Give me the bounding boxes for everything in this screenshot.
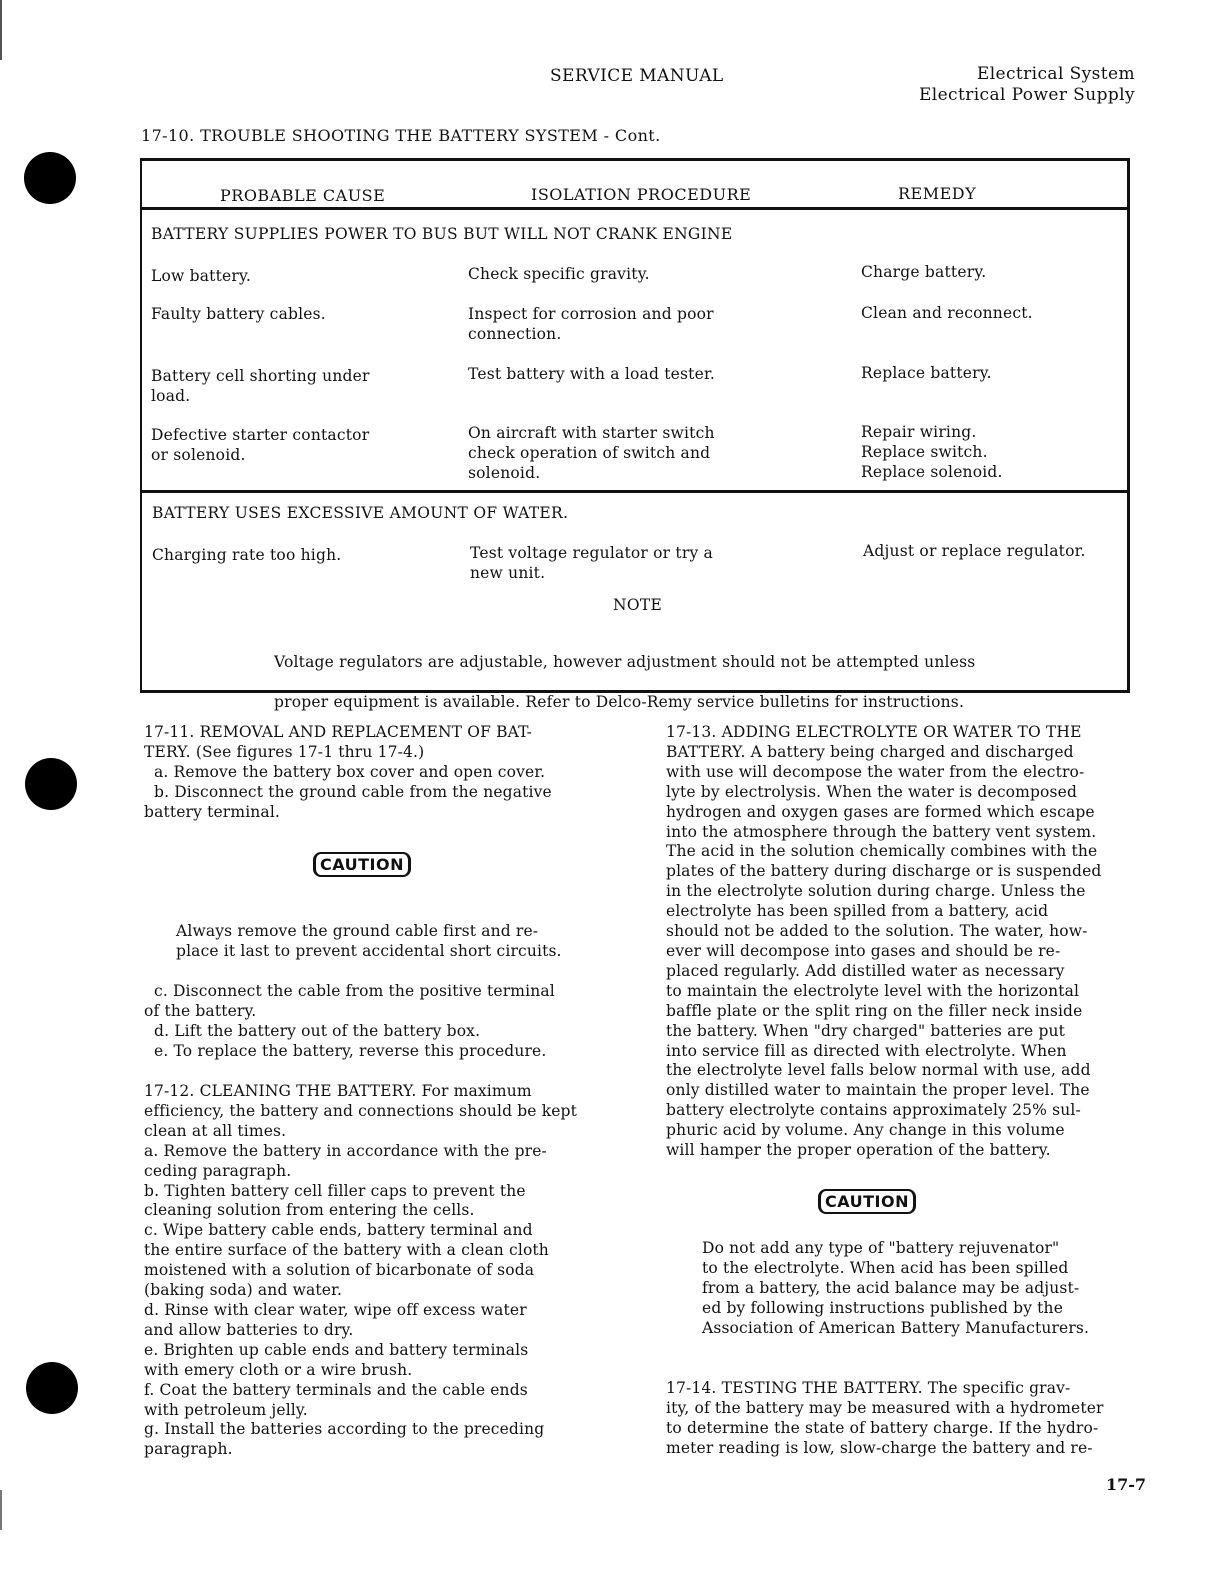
text-line: with use will decompose the water from the electro- (666, 762, 1085, 781)
text-line: hydrogen and oxygen gases are formed which escape (666, 802, 1095, 821)
cell-procedure: Check specific gravity. (468, 265, 650, 283)
text-line: ceding paragraph. (144, 1161, 292, 1180)
caution-line: ed by following instructions published by the (702, 1298, 1064, 1317)
table-header-procedure: ISOLATION PROCEDURE (531, 185, 752, 204)
group-title-water: BATTERY USES EXCESSIVE AMOUNT OF WATER. (152, 504, 569, 522)
cell-cause: Charging rate too high. (152, 546, 342, 564)
text-line: a. Remove the battery in accordance with the pre- (144, 1141, 547, 1160)
caution-text-1 (176, 922, 616, 962)
text-line: e. Brighten up cable ends and battery terminals (144, 1340, 529, 1359)
section-17-11-heading: TERY. (See figures 17-1 thru 17-4.) (144, 742, 425, 761)
step-c-cont: of the battery. (144, 1001, 257, 1020)
note-text (274, 632, 975, 732)
text-line: with emery cloth or a wire brush. (144, 1360, 413, 1379)
text-line: should not be added to the solution. The water, how- (666, 922, 1088, 941)
step-c: c. Disconnect the cable from the positive terminal (154, 982, 555, 1000)
caution-label: CAUTION (313, 852, 411, 877)
table-header-divider (140, 207, 1130, 210)
text-line: phuric acid by volume. Any change in this volume (666, 1121, 1065, 1140)
text-line: electrolyte has been spilled from a battery, acid (666, 902, 1049, 921)
text-line: cleaning solution from entering the cells. (144, 1201, 475, 1220)
text-line: into service fill as directed with electrolyte. When (666, 1041, 1067, 1060)
note-line: proper equipment is available. Refer to Delco-Remy service bulletins for instructions. (274, 693, 965, 711)
cell-procedure: Test voltage regulator or try a new unit. (470, 544, 713, 582)
text-line: ity, of the battery may be measured with a hydrometer (666, 1398, 1104, 1417)
text-line: meter reading is low, slow-charge the battery and re- (666, 1438, 1093, 1457)
page-number: 17-7 (1106, 1475, 1147, 1494)
text-line: baffle plate or the split ring on the filler neck inside (666, 1001, 1083, 1020)
text-line: (baking soda) and water. (144, 1281, 343, 1300)
note-title: NOTE (613, 596, 663, 614)
caution-badge (818, 1189, 916, 1214)
table-header-remedy: REMEDY (898, 184, 977, 203)
header-title: SERVICE MANUAL (550, 66, 724, 86)
text-line: b. Tighten battery cell filler caps to prevent the (144, 1181, 526, 1200)
text-line: The acid in the solution chemically combines with the (666, 842, 1098, 861)
section-title: 17-10. TROUBLE SHOOTING THE BATTERY SYSTEM - Cont. (141, 126, 661, 145)
text-line: battery electrolyte contains approximately 25% sul- (666, 1101, 1081, 1120)
page-edge-mark (0, 0, 2, 60)
text-line: g. Install the batteries according to the preceding (144, 1420, 545, 1439)
cell-remedy: Charge battery. (861, 263, 987, 281)
text-line: clean at all times. (144, 1121, 287, 1140)
text-line: placed regularly. Add distilled water as necessary (666, 961, 1065, 980)
caution-line: place it last to prevent accidental short circuits. (176, 941, 562, 960)
table-group-divider (140, 490, 1130, 493)
caution-text-2 (702, 1239, 1142, 1339)
left-column-steps (144, 982, 619, 1062)
cell-cause: Battery cell shorting under load. (151, 367, 370, 405)
text-line: f. Coat the battery terminals and the cable ends (144, 1380, 528, 1399)
header-subchapter: Electrical Power Supply (918, 85, 1135, 105)
cell-cause: Defective starter contactor or solenoid. (151, 426, 370, 464)
caution-line: Do not add any type of "battery rejuvenator" (702, 1239, 1060, 1257)
text-line: the entire surface of the battery with a clean cloth (144, 1241, 549, 1260)
section-17-13 (666, 723, 1151, 1161)
cell-remedy: Clean and reconnect. (861, 304, 1033, 322)
text-line: only distilled water to maintain the proper level. The (666, 1081, 1090, 1100)
section-17-12 (144, 1082, 619, 1460)
text-line: 17-12. CLEANING THE BATTERY. For maximum (144, 1082, 532, 1100)
note-line: Voltage regulators are adjustable, however adjustment should not be attempted unless (274, 653, 976, 671)
step-d: d. Lift the battery out of the battery box. (154, 1021, 481, 1040)
cell-remedy: Adjust or replace regulator. (863, 542, 1086, 560)
text-line: the electrolyte level falls below normal with use, add (666, 1061, 1091, 1080)
text-line: ever will decompose into gases and should be re- (666, 941, 1061, 960)
step-b: b. Disconnect the ground cable from the negative (154, 782, 552, 801)
cell-remedy: Replace battery. (861, 364, 992, 382)
section-17-14 (666, 1379, 1151, 1459)
cell-procedure: Inspect for corrosion and poor connection. (468, 305, 714, 343)
text-line: moistened with a solution of bicarbonate of soda (144, 1261, 535, 1280)
caution-line: Association of American Battery Manufacturers. (702, 1318, 1090, 1337)
text-line: will hamper the proper operation of the battery. (666, 1141, 1051, 1160)
text-line: 17-14. TESTING THE BATTERY. The specific grav- (666, 1379, 1071, 1397)
caution-label: CAUTION (818, 1189, 916, 1214)
step-e: e. To replace the battery, reverse this procedure. (154, 1041, 547, 1060)
text-line: paragraph. (144, 1440, 233, 1459)
binder-hole-middle (25, 758, 77, 810)
text-line: the battery. When "dry charged" batteries are put (666, 1021, 1066, 1040)
caution-badge (313, 852, 411, 877)
table-header-cause: PROBABLE CAUSE (220, 186, 386, 205)
cell-procedure: Test battery with a load tester. (468, 365, 716, 383)
text-line: into the atmosphere through the battery vent system. (666, 822, 1097, 841)
text-line: BATTERY. A battery being charged and discharged (666, 742, 1074, 761)
text-line: c. Wipe battery cable ends, battery terminal and (144, 1221, 533, 1240)
binder-hole-bottom (26, 1362, 78, 1414)
section-17-11-heading: 17-11. REMOVAL AND REPLACEMENT OF BAT- (144, 723, 532, 741)
group-title-crank: BATTERY SUPPLIES POWER TO BUS BUT WILL NOT CRANK ENGINE (151, 225, 733, 243)
text-line: and allow batteries to dry. (144, 1320, 354, 1339)
cell-cause: Low battery. (151, 267, 252, 285)
header-right (815, 64, 1135, 106)
left-column (144, 723, 619, 823)
text-line: efficiency, the battery and connections should be kept (144, 1101, 578, 1120)
text-line: to determine the state of battery charge. If the hydro- (666, 1418, 1099, 1437)
cell-cause: Faulty battery cables. (151, 305, 326, 323)
text-line: to maintain the electrolyte level with the horizontal (666, 981, 1080, 1000)
page-edge-mark-lower (0, 1490, 2, 1530)
cell-remedy: Repair wiring. Replace switch. Replace solenoid. (861, 423, 1003, 481)
binder-hole-top (24, 152, 76, 204)
step-a: a. Remove the battery box cover and open cover. (154, 762, 546, 781)
caution-line: to the electrolyte. When acid has been spilled (702, 1258, 1069, 1277)
text-line: in the electrolyte solution during charge. Unless the (666, 882, 1086, 901)
header-chapter: Electrical System (976, 64, 1135, 84)
caution-line: Always remove the ground cable first and re- (176, 922, 539, 940)
text-line: 17-13. ADDING ELECTROLYTE OR WATER TO THE (666, 723, 1082, 741)
caution-line: from a battery, the acid balance may be adjust- (702, 1278, 1080, 1297)
text-line: d. Rinse with clear water, wipe off excess water (144, 1300, 527, 1319)
text-line: with petroleum jelly. (144, 1400, 308, 1419)
text-line: lyte by electrolysis. When the water is decomposed (666, 782, 1078, 801)
text-line: plates of the battery during discharge or is suspended (666, 862, 1102, 881)
step-b-cont: battery terminal. (144, 802, 281, 821)
cell-procedure: On aircraft with starter switch check operation of switch and solenoid. (468, 424, 715, 482)
